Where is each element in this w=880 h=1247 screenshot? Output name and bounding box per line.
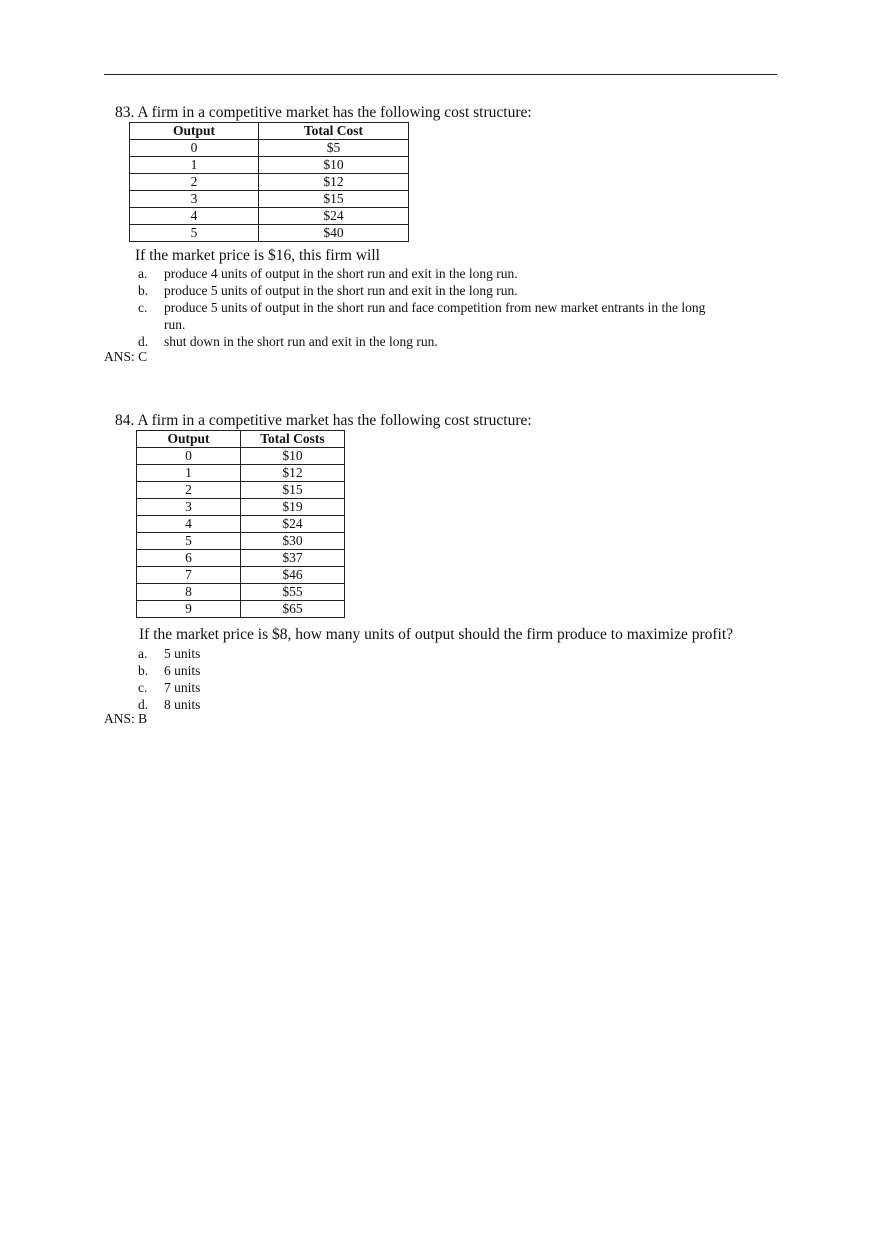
choice-text: 7 units — [164, 680, 201, 695]
table-row — [137, 567, 345, 584]
choice-letter: a. — [138, 266, 148, 281]
cost-cell: $5 — [259, 140, 409, 157]
cost-cell: $19 — [241, 499, 345, 516]
header-rule — [104, 74, 777, 75]
output-cell: 6 — [137, 550, 241, 567]
choice-letter: d. — [138, 697, 149, 712]
choice-c — [138, 299, 718, 333]
choice-c — [138, 679, 438, 696]
output-cell: 3 — [137, 499, 241, 516]
table-header-row — [130, 123, 409, 140]
output-cell: 4 — [130, 208, 259, 225]
table-row — [130, 208, 409, 225]
choice-text: produce 4 units of output in the short run and exit in the long run. — [164, 266, 518, 281]
choice-letter: b. — [138, 283, 149, 298]
question-84-stem: If the market price is $8, how many units of output should the firm produce to maximize profit? — [139, 626, 734, 643]
table-header-row — [137, 431, 345, 448]
table-row — [137, 550, 345, 567]
question-84-title: 84. A firm in a competitive market has the following cost structure: — [115, 412, 532, 429]
cost-cell: $15 — [259, 191, 409, 208]
table-row — [137, 516, 345, 533]
choice-d — [138, 696, 438, 713]
cost-cell: $12 — [241, 465, 345, 482]
output-cell: 8 — [137, 584, 241, 601]
q83-cost-table — [129, 122, 409, 242]
total-cost-header: Total Cost — [259, 123, 409, 140]
output-cell: 2 — [130, 174, 259, 191]
cost-cell: $24 — [241, 516, 345, 533]
table-row — [130, 140, 409, 157]
table-row — [130, 191, 409, 208]
total-costs-header: Total Costs — [241, 431, 345, 448]
output-cell: 1 — [130, 157, 259, 174]
q84-choices — [138, 645, 438, 713]
table-row — [137, 601, 345, 618]
choice-letter: b. — [138, 663, 149, 678]
table-row — [137, 465, 345, 482]
output-cell: 5 — [130, 225, 259, 242]
choice-text: 8 units — [164, 697, 201, 712]
choice-b — [138, 662, 438, 679]
choice-letter: c. — [138, 300, 148, 315]
choice-letter: c. — [138, 680, 148, 695]
output-cell: 4 — [137, 516, 241, 533]
choice-a — [138, 265, 718, 282]
q84-answer: ANS: B — [104, 711, 148, 726]
table-row — [137, 482, 345, 499]
choice-a — [138, 645, 438, 662]
choice-text: shut down in the short run and exit in the long run. — [164, 334, 438, 349]
output-cell: 9 — [137, 601, 241, 618]
table-row — [130, 157, 409, 174]
cost-cell: $24 — [259, 208, 409, 225]
table-row — [137, 499, 345, 516]
output-cell: 1 — [137, 465, 241, 482]
choice-letter: d. — [138, 334, 149, 349]
cost-cell: $40 — [259, 225, 409, 242]
output-header: Output — [137, 431, 241, 448]
cost-cell: $46 — [241, 567, 345, 584]
q83-choices — [138, 265, 718, 350]
choice-text: 5 units — [164, 646, 201, 661]
table-row — [137, 533, 345, 550]
cost-cell: $30 — [241, 533, 345, 550]
table-row — [130, 225, 409, 242]
cost-cell: $55 — [241, 584, 345, 601]
table-row — [130, 174, 409, 191]
table-row — [137, 584, 345, 601]
cost-cell: $10 — [259, 157, 409, 174]
q84-cost-table — [136, 430, 345, 618]
output-header: Output — [130, 123, 259, 140]
question-83-title: 83. A firm in a competitive market has the following cost structure: — [115, 104, 532, 121]
output-cell: 7 — [137, 567, 241, 584]
q83-answer: ANS: C — [104, 349, 148, 364]
choice-b — [138, 282, 718, 299]
output-cell: 0 — [137, 448, 241, 465]
table-row — [137, 448, 345, 465]
output-cell: 5 — [137, 533, 241, 550]
cost-cell: $37 — [241, 550, 345, 567]
cost-cell: $65 — [241, 601, 345, 618]
cost-cell: $10 — [241, 448, 345, 465]
choice-text: produce 5 units of output in the short run and face competition from new market entrants in the long run. — [164, 300, 706, 332]
choice-letter: a. — [138, 646, 148, 661]
output-cell: 0 — [130, 140, 259, 157]
output-cell: 3 — [130, 191, 259, 208]
output-cell: 2 — [137, 482, 241, 499]
cost-cell: $15 — [241, 482, 345, 499]
question-83-stem: If the market price is $16, this firm will — [135, 247, 380, 264]
cost-cell: $12 — [259, 174, 409, 191]
choice-d — [138, 333, 718, 350]
choice-text: produce 5 units of output in the short run and exit in the long run. — [164, 283, 518, 298]
choice-text: 6 units — [164, 663, 201, 678]
